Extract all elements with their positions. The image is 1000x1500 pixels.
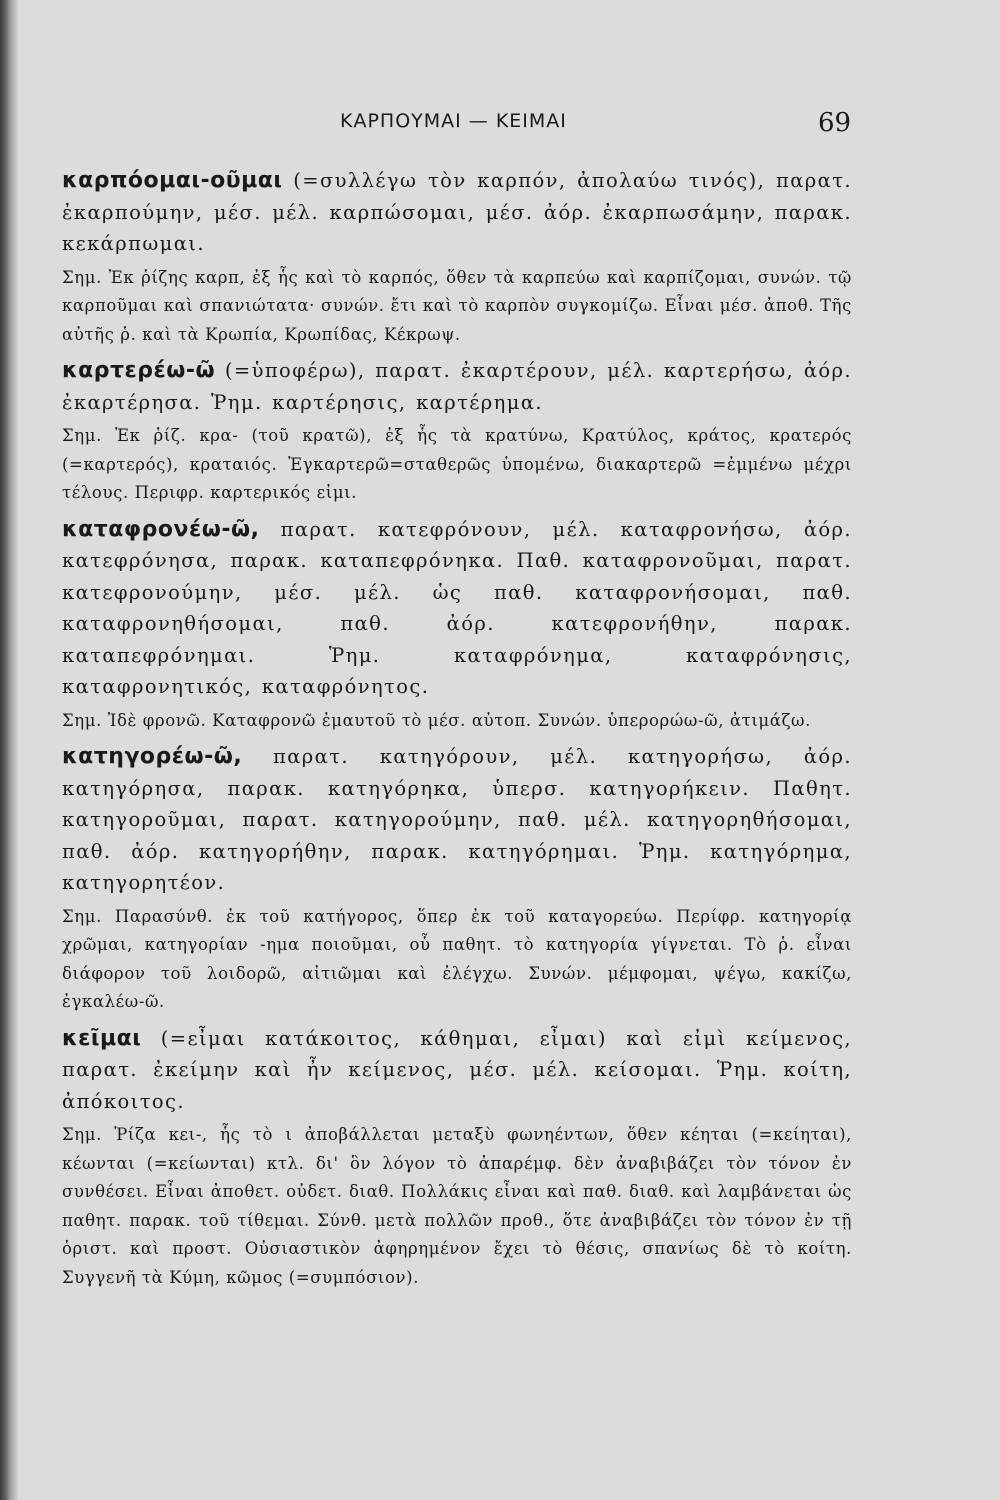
dictionary-entry [62,165,852,349]
entry-note-text: Σημ. Ἐκ ῥίζ. κρα- (τοῦ κρατῶ), ἐξ ἧς τὰ κρατύνω, Κρατύλος, κράτος, κρατερός (=καρτερός), κραταιός. Ἐγκαρτερῶ=σταθερῶς ὑπομένω, διακαρτερῶ =ἐμμένω μέχρι τέλους. Περιφρ. καρτερικός εἰμι. [62,426,852,502]
entry-text: (=συλλέγω τὸν καρπόν, ἀπολαύω τινός), παρατ. ἐκαρπούμην, μέσ. μέλ. καρπώσομαι, μέσ. ἀόρ. ἐκαρπωσάμην, παρακ. κεκάρπωμαι. [62,169,852,255]
entry-body [62,165,852,260]
entry-text: παρατ. κατεφρόνουν, μέλ. καταφρονήσω, ἀόρ. κατεφρόνησα, παρακ. καταπεφρόνηκα. Παθ. καταφρονοῦμαι, παρατ. κατεφρονούμην, μέσ. μέλ. ὡς παθ. καταφρονήσομαι, παθ. καταφρονηθήσομαι, παθ. ἀόρ. κατεφρονήθην, παρακ. καταπεφρόνημαι. Ῥημ. καταφρόνημα, καταφρόνησις, καταφρονητικός, καταφρόνητος. [62,517,852,698]
entry-note-text: Σημ. Ἐκ ῥίζης καρπ, ἐξ ἧς καὶ τὸ καρπός, ὅθεν τὰ καρπεύω καὶ καρπίζομαι, συνών. τῷ καρποῦμαι καὶ σπανιώτατα· συνών. ἔτι καὶ τὸ καρπὸν συγκομίζω. Εἶναι μέσ. ἀποθ. Τῆς αὐτῆς ῥ. καὶ τὰ Κρωπία, Κρωπίδας, Κέκρωψ. [62,267,852,344]
dictionary-entry [62,1023,852,1293]
page-content [62,165,852,1298]
entry-body [62,355,852,418]
entry-text: παρατ. κατηγόρουν, μέλ. κατηγορήσω, ἀόρ. κατηγόρησα, παρακ. κατηγόρηκα, ὑπερσ. κατηγορήκειν. Παθητ. κατηγοροῦμαι, παρατ. κατηγορούμην, παθ. μέλ. κατηγορηθήσομαι, παθ. ἀόρ. κατηγορήθην, παρακ. κατηγόρημαι. Ῥημ. κατηγόρημα, κατηγορητέον. [62,745,852,894]
entry-note [62,903,852,1017]
entry-note [62,264,852,350]
entry-headword: κεῖμαι [62,1025,142,1051]
entry-note [62,707,852,736]
page-number: 69 [818,108,852,138]
entry-note [62,422,852,508]
entry-text: (=εἶμαι κατάκοιτος, κάθημαι, εἶμαι) καὶ εἰμὶ κείμενος, παρατ. ἐκείμην καὶ ἦν κείμενος, μέσ. μέλ. κείσομαι. Ῥημ. κοίτη, ἀπόκοιτος. [62,1026,852,1113]
dictionary-entry [62,514,852,736]
entry-note-text: Σημ. Ἰδὲ φρονῶ. Καταφρονῶ ἐμαυτοῦ τὸ μέσ. αὐτοπ. Συνών. ὑπερορώω-ῶ, ἀτιμάζω. [62,710,811,730]
entry-note-text: Σημ. Παρασύνθ. ἐκ τοῦ κατήγορος, ὅπερ ἐκ τοῦ καταγορεύω. Περίφρ. κατηγορίᾳ χρῶμαι, κατηγορίαν -ημα ποιοῦμαι, οὗ παθητ. τὸ κατηγορία γίγνεται. Τὸ ῥ. εἶναι διάφορον τοῦ λοιδορῶ, αἰτιῶμαι καὶ ἐλέγχω. Συνών. μέμφομαι, ψέγω, κακίζω, ἐγκαλέω-ῶ. [62,906,852,1011]
entry-body [62,741,852,899]
entry-note-text: Σημ. Ῥίζα κει-, ἧς τὸ ι ἀποβάλλεται μεταξὺ φωνηέντων, ὅθεν κέηται (=κείηται), κέωνται (=κείωνται) κτλ. δι' ὃν λόγον τὸ ἀπαρέμφ. δὲν ἀναβιβάζει τὸν τόνον ἐν συνθέσει. Εἶναι ἀποθετ. οὐδετ. διαθ. Πολλάκις εἶναι καὶ παθ. διαθ. καὶ λαμβάνεται ὡς παθητ. παρακ. τοῦ τίθεμαι. Σύνθ. μετὰ πολλῶν προθ., ὅτε ἀναβιβάζει τὸν τόνον ἐν τῇ ὁριστ. καὶ προστ. Οὐσιαστικὸν ἀφηρημένον ἔχει τὸ θέσις, σπανίως δὲ τὸ κοίτη. Συγγενῆ τὰ Κύμη, κῶμος (=συμπόσιον). [62,1125,852,1287]
entry-headword: καταφρονέω-ῶ, [62,516,260,542]
dictionary-entry [62,355,852,508]
dictionary-entry [62,741,852,1017]
entry-headword: καρτερέω-ῶ [62,358,216,383]
entry-text: (=ὑποφέρω), παρατ. ἐκαρτέρουν, μέλ. καρτερήσω, ἀόρ. ἐκαρτέρησα. Ῥημ. καρτέρησις, καρτέρημα. [62,359,852,414]
entry-headword: κατηγορέω-ῶ, [62,744,243,769]
entry-body [62,1023,852,1118]
entry-body [62,514,852,703]
entry-note [62,1121,852,1292]
entry-headword: καρπόομαι-οῦμαι [62,168,283,193]
running-head: ΚΑΡΠΟΥΜΑΙ — ΚΕΙΜΑΙ [340,110,567,132]
